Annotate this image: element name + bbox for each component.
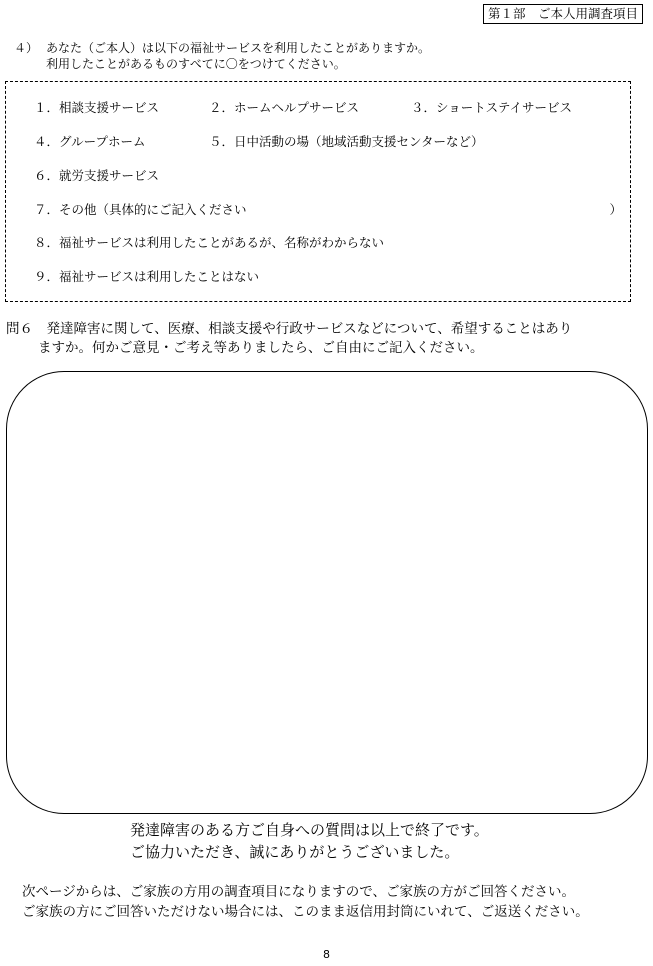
free-answer-box[interactable] — [6, 371, 648, 814]
closing-line1: 発達障害のある方ご自身への質問は以上で終了です。 — [130, 821, 489, 839]
option-9[interactable]: ９．福祉サービスは利用したことはない — [34, 269, 260, 284]
section-label: 第１部 ご本人用調査項目 — [483, 4, 643, 24]
option-3[interactable]: ３．ショートステイサービス — [411, 100, 573, 115]
closing-message — [130, 819, 489, 863]
option-5[interactable]: ５．日中活動の場（地域活動支援センターなど） — [209, 134, 484, 149]
next-page-note-line2: ご家族の方にご回答いただけない場合には、このまま返信用封筒にいれて、ご返送ください。 — [22, 904, 589, 920]
option-6[interactable]: ６．就労支援サービス — [34, 168, 160, 183]
question-4-text-line1: あなた（ご本人）は以下の福祉サービスを利用したことがありますか。 — [46, 41, 431, 55]
page-number: 8 — [323, 948, 330, 961]
next-page-note — [22, 882, 589, 922]
closing-line2: ご協力いただき、誠にありがとうございました。 — [130, 843, 460, 861]
option-7-close-paren: ） — [609, 202, 622, 217]
question-6 — [6, 320, 572, 358]
options-box — [5, 81, 631, 302]
option-2[interactable]: ２．ホームヘルプサービス — [209, 100, 360, 115]
option-4[interactable]: ４．グループホーム — [34, 134, 146, 149]
question-4-number: ４） — [14, 41, 39, 55]
option-1[interactable]: １．相談支援サービス — [34, 100, 160, 115]
option-7[interactable]: ７．その他（具体的にご記入ください — [34, 202, 247, 217]
question-4-text-line2: 利用したことがあるものすべてに〇をつけてください。 — [46, 57, 346, 71]
next-page-note-line1: 次ページからは、ご家族の方用の調査項目になりますので、ご家族の方がご回答ください。 — [22, 884, 575, 900]
question-6-text-line1: 問６ 発達障害に関して、医療、相談支援や行政サービスなどについて、希望することはあり — [6, 321, 573, 337]
option-8[interactable]: ８．福祉サービスは利用したことがあるが、名称がわからない — [34, 235, 385, 250]
question-6-text-line2: ますか。何かご意見・ご考え等ありましたら、ご自由にご記入ください。 — [38, 340, 484, 356]
